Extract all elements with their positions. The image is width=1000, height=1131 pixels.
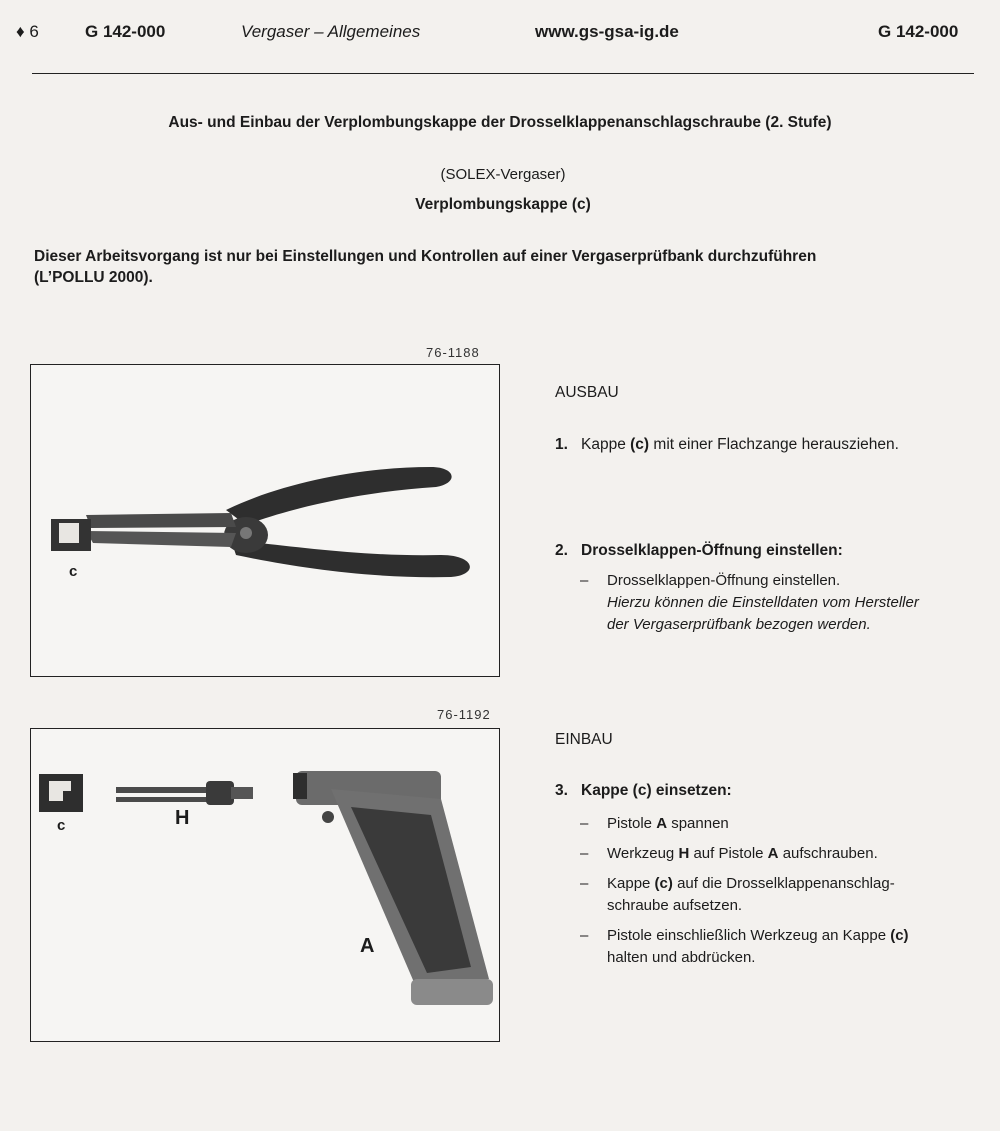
- figure-1-number: 76-1188: [426, 345, 480, 360]
- pliers-illustration: [31, 365, 499, 676]
- page-title: Aus- und Einbau der Verplombungskappe der Drosselklappenanschlagschraube (2. Stufe): [168, 114, 832, 131]
- step-3-bullet-2: – Werkzeug H auf Pistole A aufschrauben.: [580, 845, 878, 862]
- step-2: 2. Drosselklappen-Öffnung einstellen:: [555, 542, 843, 559]
- removal-heading: AUSBAU: [555, 384, 619, 401]
- figure-2-tools: [30, 728, 500, 1042]
- doc-code-left: G 142-000: [85, 22, 166, 41]
- page-number: ♦ 6: [16, 22, 39, 41]
- figure-1-label-c: c: [69, 563, 78, 580]
- header-rule: [32, 73, 974, 74]
- installation-heading: EINBAU: [555, 731, 613, 748]
- procedure-note: Dieser Arbeitsvorgang ist nur bei Einstellungen und Kontrollen auf einer Vergaserprüfbank durchzuführen (L’POLLU 2000).: [34, 248, 817, 286]
- gun-and-tool-illustration: [31, 729, 499, 1041]
- doc-code-right: G 142-000: [878, 22, 959, 41]
- step-3-bullet-1: – Pistole A spannen: [580, 815, 729, 832]
- website-url[interactable]: www.gs-gsa-ig.de: [535, 22, 679, 41]
- figure-2-label-c: c: [57, 817, 66, 834]
- step-3-bullet-4: – Pistole einschließlich Werkzeug an Kappe (c) halten und abdrücken.: [580, 927, 909, 966]
- subtitle-carburetor: (SOLEX-Vergaser): [440, 166, 566, 183]
- step-1: 1. Kappe (c) mit einer Flachzange herausziehen.: [555, 436, 899, 453]
- figure-2-label-h: H: [175, 807, 190, 829]
- figure-1-pliers: [30, 364, 500, 677]
- subtitle-part: Verplombungskappe (c): [415, 196, 591, 213]
- figure-2-label-a: A: [360, 935, 375, 957]
- section-title: Vergaser – Allgemeines: [241, 22, 421, 41]
- step-3-bullet-3: – Kappe (c) auf die Drosselklappenanschlag- schraube aufsetzen.: [580, 875, 895, 914]
- figure-2-number: 76-1192: [437, 707, 491, 722]
- step-3: 3. Kappe (c) einsetzen:: [555, 782, 732, 799]
- step-2-bullet: – Drosselklappen-Öffnung einstellen. Hierzu können die Einstelldaten vom Hersteller der Vergaserprüfbank bezogen werden.: [580, 572, 919, 633]
